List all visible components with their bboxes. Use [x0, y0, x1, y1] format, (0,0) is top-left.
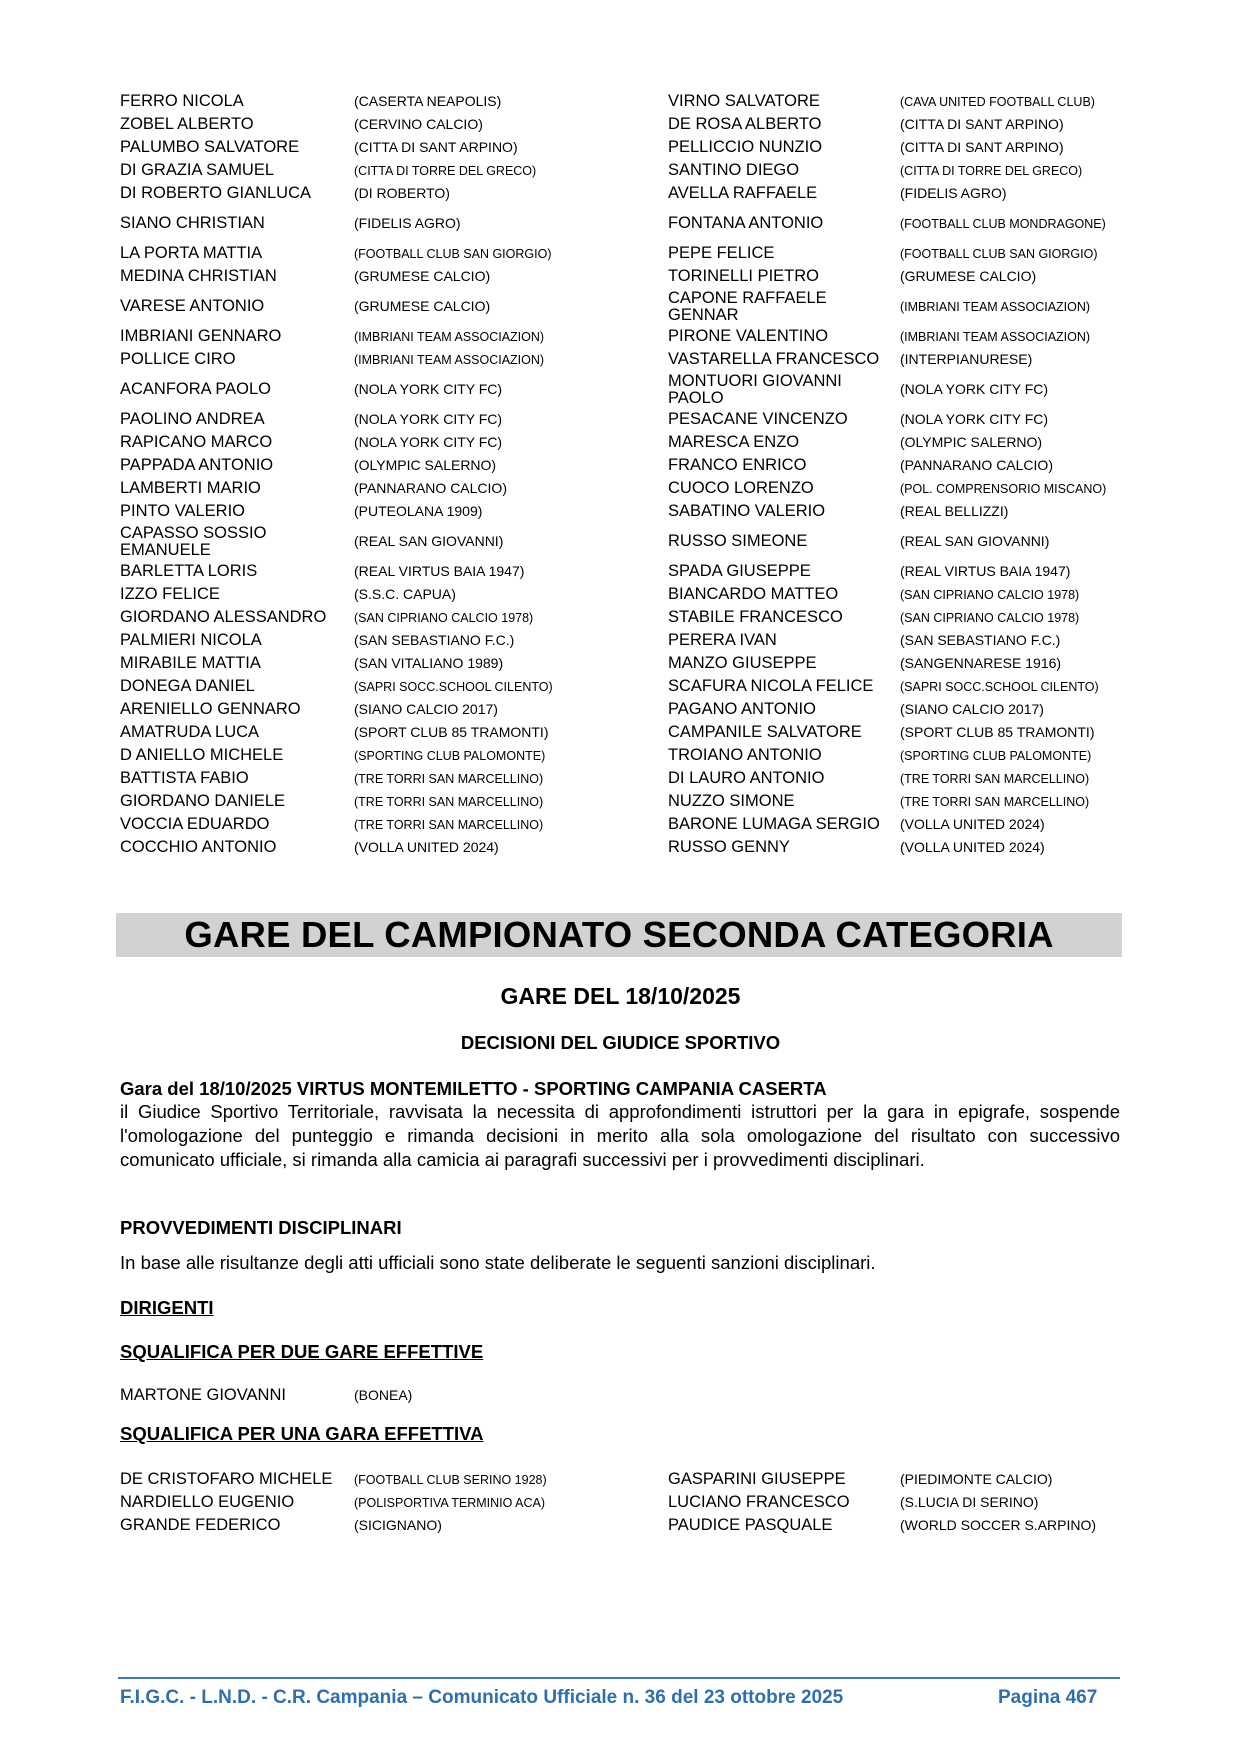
- player-name: PESACANE VINCENZO: [668, 410, 848, 428]
- provvedimenti-heading: PROVVEDIMENTI DISCIPLINARI: [120, 1217, 402, 1238]
- player-name: VOCCIA EDUARDO: [120, 815, 270, 833]
- player-name: NARDIELLO EUGENIO: [120, 1493, 295, 1511]
- players-table-una: [120, 1468, 1140, 1537]
- player-club: (SIANO CALCIO 2017): [900, 701, 1044, 717]
- player-name: VARESE ANTONIO: [120, 297, 265, 315]
- player-club: (PUTEOLANA 1909): [354, 503, 483, 519]
- player-row: [120, 431, 1140, 454]
- player-club: (NOLA YORK CITY FC): [900, 411, 1049, 427]
- player-row: [120, 265, 1140, 288]
- player-name: PIRONE VALENTINO: [668, 327, 829, 345]
- player-club: (FOOTBALL CLUB SERINO 1928): [354, 1472, 547, 1487]
- player-club: (POLISPORTIVA TERMINIO ACA): [354, 1495, 546, 1510]
- player-club: (SPORTING CLUB PALOMONTE): [354, 748, 546, 763]
- player-row: [120, 606, 1140, 629]
- player-club: (FOOTBALL CLUB MONDRAGONE): [900, 216, 1106, 231]
- player-row: [120, 205, 1140, 242]
- player-club: (PANNARANO CALCIO): [354, 480, 507, 496]
- player-name: PELLICCIO NUNZIO: [668, 138, 823, 156]
- player-name: LA PORTA MATTIA: [120, 244, 263, 262]
- player-name: AMATRUDA LUCA: [120, 723, 260, 741]
- player-name: CUOCO LORENZO: [668, 479, 814, 497]
- players-table-top: [120, 90, 1140, 859]
- player-name: SCAFURA NICOLA FELICE: [668, 677, 874, 695]
- player-club: (GRUMESE CALCIO): [900, 268, 1037, 284]
- player-club: (SPORTING CLUB PALOMONTE): [900, 748, 1092, 763]
- player-name: [668, 1384, 900, 1407]
- player-club: (TRE TORRI SAN MARCELLINO): [900, 794, 1090, 809]
- player-name: VIRNO SALVATORE: [668, 92, 820, 110]
- player-club: (SPORT CLUB 85 TRAMONTI): [900, 724, 1095, 740]
- player-name: POLLICE CIRO: [120, 350, 236, 368]
- player-name: TORINELLI PIETRO: [668, 267, 819, 285]
- player-club: (IMBRIANI TEAM ASSOCIAZION): [900, 299, 1091, 314]
- player-name: SPADA GIUSEPPE: [668, 562, 811, 580]
- player-name: GIORDANO ALESSANDRO: [120, 608, 327, 626]
- player-club: (SAN CIPRIANO CALCIO 1978): [354, 610, 534, 625]
- player-club: (SAN CIPRIANO CALCIO 1978): [900, 610, 1080, 625]
- player-club: (SAPRI SOCC.SCHOOL CILENTO): [354, 679, 553, 694]
- player-name: COCCHIO ANTONIO: [120, 838, 277, 856]
- player-name: BIANCARDO MATTEO: [668, 585, 839, 603]
- player-club: (IMBRIANI TEAM ASSOCIAZION): [354, 352, 545, 367]
- player-row: [120, 288, 1140, 325]
- player-row: [120, 698, 1140, 721]
- player-row: [120, 325, 1140, 348]
- gara-text: il Giudice Sportivo Territoriale, ravvisata la necessita di approfondimenti istruttori per la gara in epigrafe, sospende l'omologazione del punteggio e rimanda decisioni in merito alla sola omologazione del risultato con successivo comunicato ufficiale, si rimanda alla camicia ai paragrafi successivi per i provvedimenti disciplinari.: [120, 1101, 1120, 1170]
- player-name: PAGANO ANTONIO: [668, 700, 816, 718]
- player-club: (FIDELIS AGRO): [900, 185, 1007, 201]
- player-club: (TRE TORRI SAN MARCELLINO): [354, 794, 544, 809]
- player-name: LAMBERTI MARIO: [120, 479, 261, 497]
- player-name: TROIANO ANTONIO: [668, 746, 822, 764]
- player-name: MARESCA ENZO: [668, 433, 800, 451]
- player-row: [120, 182, 1140, 205]
- sanzioni-text: In base alle risultanze degli atti ufficiali sono state deliberate le seguenti sanzioni disciplinari.: [120, 1252, 876, 1273]
- player-club: (SIANO CALCIO 2017): [354, 701, 498, 717]
- section-banner: GARE DEL CAMPIONATO SECONDA CATEGORIA: [116, 913, 1122, 957]
- player-row: [120, 813, 1140, 836]
- dirigenti-heading: DIRIGENTI: [120, 1297, 214, 1318]
- player-name: MARTONE GIOVANNI: [120, 1386, 286, 1404]
- player-name: RUSSO SIMEONE: [668, 532, 808, 550]
- gare-date-heading: GARE DEL 18/10/2025: [500, 983, 741, 1009]
- player-name: FERRO NICOLA: [120, 92, 244, 110]
- player-club: (REAL SAN GIOVANNI): [900, 533, 1050, 549]
- player-name: NUZZO SIMONE: [668, 792, 795, 810]
- player-club: (VOLLA UNITED 2024): [900, 839, 1045, 855]
- player-name: PALMIERI NICOLA: [120, 631, 262, 649]
- player-name: DONEGA DANIEL: [120, 677, 255, 695]
- player-club: (GRUMESE CALCIO): [354, 298, 491, 314]
- player-name: CAPASSO SOSSIO EMANUELE: [120, 523, 267, 559]
- player-club: (CITTA DI TORRE DEL GRECO): [354, 163, 537, 178]
- player-club: (OLYMPIC SALERNO): [354, 457, 497, 473]
- player-name: MIRABILE MATTIA: [120, 654, 261, 672]
- player-row: [120, 836, 1140, 859]
- player-club: (SICIGNANO): [354, 1517, 442, 1533]
- player-row: [120, 348, 1140, 371]
- player-club: (SAPRI SOCC.SCHOOL CILENTO): [900, 679, 1099, 694]
- player-club: (TRE TORRI SAN MARCELLINO): [354, 817, 544, 832]
- player-row: [120, 1491, 1140, 1514]
- player-club: (DI ROBERTO): [354, 185, 450, 201]
- player-row: [120, 652, 1140, 675]
- player-club: (SANGENNARESE 1916): [900, 655, 1062, 671]
- player-name: BARONE LUMAGA SERGIO: [668, 815, 880, 833]
- player-name: PALUMBO SALVATORE: [120, 138, 300, 156]
- player-name: PAPPADA ANTONIO: [120, 456, 274, 474]
- player-club: (REAL BELLIZZI): [900, 503, 1009, 519]
- player-name: PAOLINO ANDREA: [120, 410, 265, 428]
- footer-divider: [118, 1677, 1120, 1679]
- footer-title: F.I.G.C. - L.N.D. - C.R. Campania – Comunicato Ufficiale n. 36 del 23 ottobre 2025: [120, 1687, 844, 1708]
- player-row: [120, 1514, 1140, 1537]
- player-club: (NOLA YORK CITY FC): [354, 411, 503, 427]
- decisioni-heading: DECISIONI DEL GIUDICE SPORTIVO: [460, 1032, 781, 1053]
- player-name: SANTINO DIEGO: [668, 161, 800, 179]
- player-name: MANZO GIUSEPPE: [668, 654, 817, 672]
- player-name: IZZO FELICE: [120, 585, 220, 603]
- player-name: ARENIELLO GENNARO: [120, 700, 301, 718]
- player-club: (CITTA DI SANT ARPINO): [900, 116, 1064, 132]
- player-name: MEDINA CHRISTIAN: [120, 267, 277, 285]
- player-row: [120, 500, 1140, 523]
- player-row: [120, 454, 1140, 477]
- player-club: (REAL VIRTUS BAIA 1947): [354, 563, 525, 579]
- player-name: DE CRISTOFARO MICHELE: [120, 1470, 333, 1488]
- gara-title: Gara del 18/10/2025 VIRTUS MONTEMILETTO - SPORTING CAMPANIA CASERTA: [120, 1078, 827, 1099]
- player-club: (NOLA YORK CITY FC): [900, 381, 1049, 397]
- player-club: (VOLLA UNITED 2024): [354, 839, 499, 855]
- player-name: RUSSO GENNY: [668, 838, 790, 856]
- player-club: (VOLLA UNITED 2024): [900, 816, 1045, 832]
- player-name: GRANDE FEDERICO: [120, 1516, 281, 1534]
- player-club: (PIEDIMONTE CALCIO): [900, 1471, 1053, 1487]
- player-name: DE ROSA ALBERTO: [668, 115, 822, 133]
- players-table-due: [120, 1384, 1140, 1407]
- player-club: (POL. COMPRENSORIO MISCANO): [900, 481, 1107, 496]
- player-club: (SAN SEBASTIANO F.C.): [354, 632, 515, 648]
- player-club: (IMBRIANI TEAM ASSOCIAZION): [354, 329, 545, 344]
- player-row: [120, 371, 1140, 408]
- player-name: FRANCO ENRICO: [668, 456, 807, 474]
- player-club: (SAN SEBASTIANO F.C.): [900, 632, 1061, 648]
- player-club: (NOLA YORK CITY FC): [354, 381, 503, 397]
- squalifica-due-heading: SQUALIFICA PER DUE GARE EFFETTIVE: [120, 1341, 484, 1362]
- player-row: [120, 721, 1140, 744]
- player-name: GIORDANO DANIELE: [120, 792, 286, 810]
- player-club: (FIDELIS AGRO): [354, 215, 461, 231]
- player-club: (BONEA): [354, 1387, 413, 1403]
- player-club: (CITTA DI SANT ARPINO): [354, 139, 518, 155]
- player-club: (S.S.C. CAPUA): [354, 586, 456, 602]
- player-club: (TRE TORRI SAN MARCELLINO): [354, 771, 544, 786]
- player-row: [120, 560, 1140, 583]
- player-club: (REAL SAN GIOVANNI): [354, 533, 504, 549]
- player-name: PAUDICE PASQUALE: [668, 1516, 833, 1534]
- player-club: (CITTA DI SANT ARPINO): [900, 139, 1064, 155]
- player-name: BARLETTA LORIS: [120, 562, 258, 580]
- player-club: (OLYMPIC SALERNO): [900, 434, 1043, 450]
- player-name: CAMPANILE SALVATORE: [668, 723, 862, 741]
- footer-page-number: Pagina 467: [998, 1687, 1098, 1708]
- player-club: (IMBRIANI TEAM ASSOCIAZION): [900, 329, 1091, 344]
- player-club: (CAVA UNITED FOOTBALL CLUB): [900, 94, 1095, 109]
- player-name: LUCIANO FRANCESCO: [668, 1493, 850, 1511]
- player-club: (S.LUCIA DI SERINO): [900, 1494, 1039, 1510]
- player-row: [120, 1468, 1140, 1491]
- player-name: RAPICANO MARCO: [120, 433, 273, 451]
- player-name: SABATINO VALERIO: [668, 502, 826, 520]
- player-club: (FOOTBALL CLUB SAN GIORGIO): [354, 246, 552, 261]
- player-name: STABILE FRANCESCO: [668, 608, 843, 626]
- player-club: (SAN CIPRIANO CALCIO 1978): [900, 587, 1080, 602]
- player-row: [120, 767, 1140, 790]
- player-name: FONTANA ANTONIO: [668, 214, 824, 232]
- player-club: (FOOTBALL CLUB SAN GIORGIO): [900, 246, 1098, 261]
- player-name: BATTISTA FABIO: [120, 769, 249, 787]
- player-club: (CASERTA NEAPOLIS): [354, 93, 502, 109]
- player-club: (PANNARANO CALCIO): [900, 457, 1053, 473]
- player-club: (CERVINO CALCIO): [354, 116, 483, 132]
- player-row: [120, 136, 1140, 159]
- player-name: IMBRIANI GENNARO: [120, 327, 282, 345]
- player-row: [120, 159, 1140, 182]
- player-row: [120, 1384, 1140, 1407]
- player-name: PEPE FELICE: [668, 244, 775, 262]
- squalifica-una-heading: SQUALIFICA PER UNA GARA EFFETTIVA: [120, 1423, 484, 1444]
- player-name: MONTUORI GIOVANNI PAOLO: [668, 371, 842, 407]
- player-name: DI GRAZIA SAMUEL: [120, 161, 275, 179]
- player-row: [120, 583, 1140, 606]
- player-name: PINTO VALERIO: [120, 502, 246, 520]
- player-club: (GRUMESE CALCIO): [354, 268, 491, 284]
- player-club: (WORLD SOCCER S.ARPINO): [900, 1517, 1097, 1533]
- player-club: (CITTA DI TORRE DEL GRECO): [900, 163, 1083, 178]
- player-name: ACANFORA PAOLO: [120, 380, 271, 398]
- player-name: D ANIELLO MICHELE: [120, 746, 284, 764]
- player-club: [900, 1384, 1140, 1407]
- player-name: DI ROBERTO GIANLUCA: [120, 184, 312, 202]
- player-name: DI LAURO ANTONIO: [668, 769, 825, 787]
- player-name: VASTARELLA FRANCESCO: [668, 350, 880, 368]
- player-club: (SAN VITALIANO 1989): [354, 655, 504, 671]
- player-club: (REAL VIRTUS BAIA 1947): [900, 563, 1071, 579]
- player-row: [120, 90, 1140, 113]
- player-row: [120, 744, 1140, 767]
- player-row: [120, 408, 1140, 431]
- player-name: CAPONE RAFFAELE GENNAR: [668, 288, 827, 324]
- player-name: PERERA IVAN: [668, 631, 777, 649]
- player-row: [120, 113, 1140, 136]
- player-name: GASPARINI GIUSEPPE: [668, 1470, 846, 1488]
- player-club: (INTERPIANURESE): [900, 351, 1033, 367]
- player-name: ZOBEL ALBERTO: [120, 115, 254, 133]
- player-row: [120, 629, 1140, 652]
- player-club: (TRE TORRI SAN MARCELLINO): [900, 771, 1090, 786]
- player-row: [120, 790, 1140, 813]
- player-row: [120, 242, 1140, 265]
- player-name: AVELLA RAFFAELE: [668, 184, 818, 202]
- player-row: [120, 477, 1140, 500]
- player-row: [120, 675, 1140, 698]
- player-club: (SPORT CLUB 85 TRAMONTI): [354, 724, 549, 740]
- player-club: (NOLA YORK CITY FC): [354, 434, 503, 450]
- player-row: [120, 523, 1140, 560]
- player-name: SIANO CHRISTIAN: [120, 214, 265, 232]
